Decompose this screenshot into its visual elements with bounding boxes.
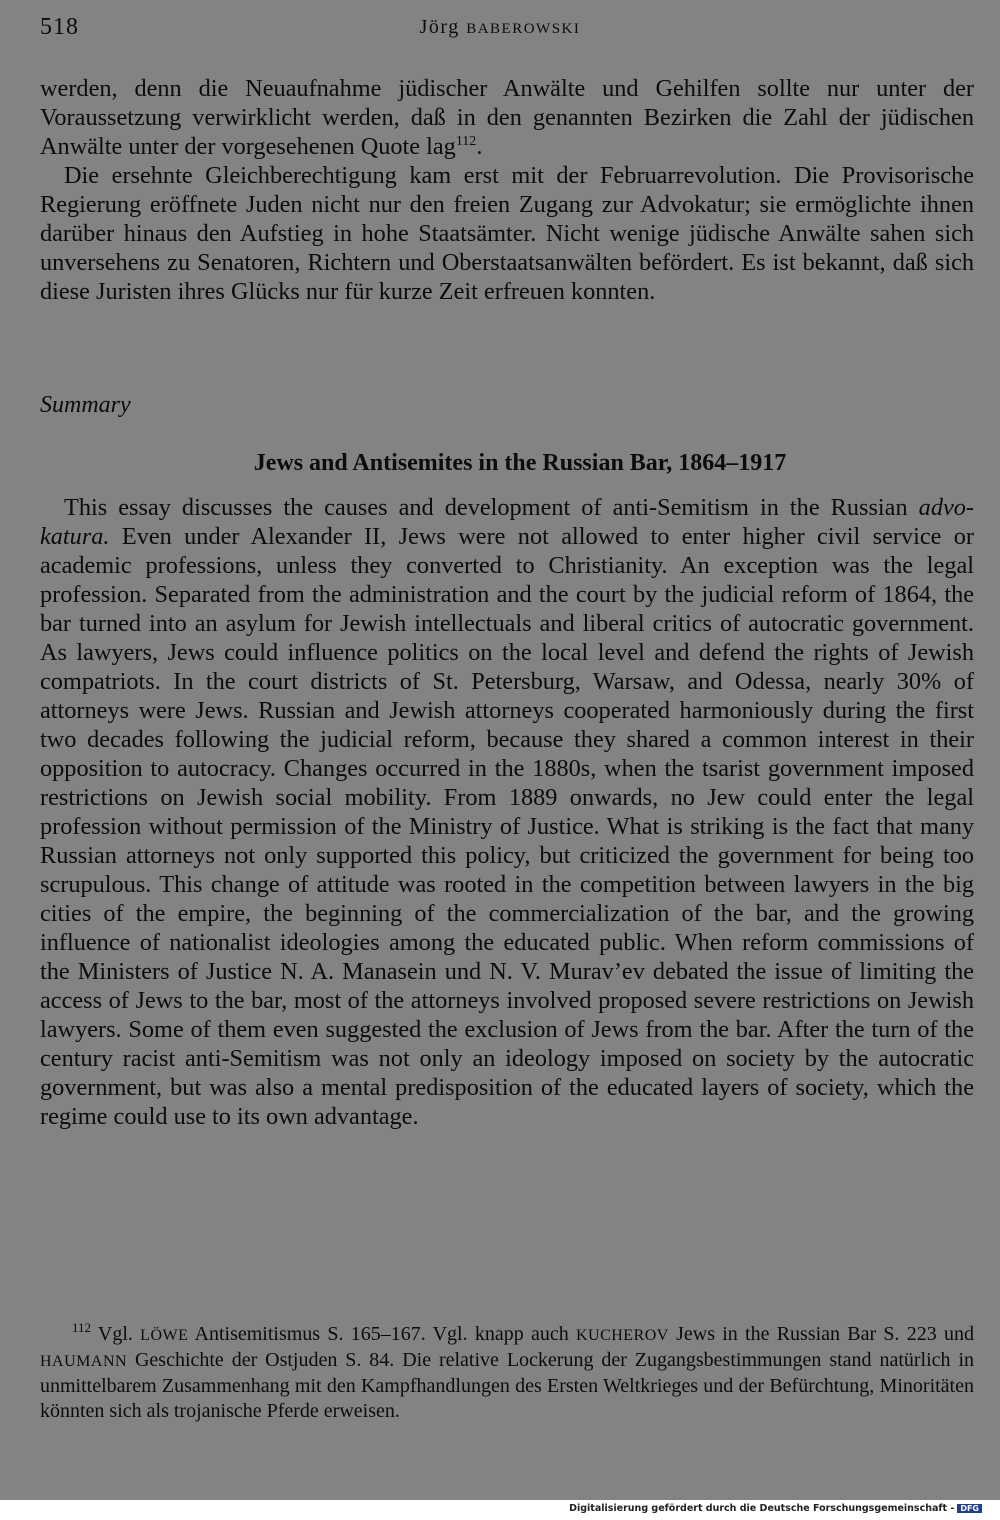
footnote-text-4: Geschichte der Ostjuden S. 84. Die relative Lockerung der Zugangsbestimmungen stand natürlich in unmittelbarem Zusammenhang mit den Kampfhandlungen des Ersten Weltkrieges und der Befürchtung, Minoritäten könnten sich als trojanische Pferde erweisen. <box>40 1349 974 1422</box>
footnote-text-1: Vgl. <box>97 1323 141 1345</box>
footnote-author-haumann: HAUMANN <box>40 1353 128 1370</box>
dfg-logo-icon: DFG <box>957 1504 982 1513</box>
summary-lead: This essay discusses the causes and development of anti-Semitism in the Russian <box>64 494 919 521</box>
summary-body <box>40 493 974 1131</box>
summary-title: Jews and Antisemites in the Russian Bar, 1864–1917 <box>253 450 787 476</box>
summary-label: Summary <box>40 392 131 418</box>
footnote-author-lowe: LÖWE <box>140 1327 189 1344</box>
continuation-tail: . <box>476 133 483 160</box>
continuation-text: werden, denn die Neuaufnahme jüdischer Anwälte und Gehilfen sollte nur unter der Voraussetzung verwirklicht werden, daß in den genannten Bezirken die Zahl der jüdischen Anwälte unter der vorgesehenen Quote lag <box>40 75 974 160</box>
footnote-number: 112 <box>72 1320 92 1336</box>
summary-paragraph <box>40 493 974 1131</box>
footnote-reference: 112 <box>455 133 477 149</box>
summary-text: Even under Alexander II, Jews were not allowed to enter higher civil service or academic professions, unless they converted to Christianity. An exception was the legal profession. Separated from the administration and the court by the judicial reform of 1864, the bar turned into an asylum for Jewish intellectuals and liberal critics of autocratic government. As lawyers, Jews could influence politics on the local level and defend the rights of Jewish compatriots. In the court districts of St. Petersburg, Warsaw, and Odessa, nearly 30% of attorneys were Jews. Russian and Jewish attorneys cooperated harmoniously during the first two decades following the judicial reform, because they shared a common interest in their opposition to autocracy. Changes occurred in the 1880s, when the tsarist government imposed restrictions on Jewish social mobility. From 1889 onwards, no Jew could enter the legal profession without permission of the Ministry of Justice. What is striking is the fact that many Russian attorneys not only supported this policy, but criticized the government for being too scrupulous. This change of attitude was rooted in the competition between lawyers in the big cities of the empire, the beginning of the commercialization of the bar, and the growing influence of nationalist ideologies among the educated public. When reform commissions of the Ministers of Justice N. A. Manasein und N. V. Murav’ev debated the issue of limiting the access of Jews to the bar, most of the attorneys involved proposed severe restrictions on Jewish lawyers. Some of them even suggested the exclusion of Jews from the bar. After the turn of the century racist anti-Semitism was not only an ideology imposed on society by the autocratic government, but was also a mental predisposition of the educated layers of society, which the regime could use to its own advantage. <box>40 523 974 1130</box>
digitization-credit <box>569 1503 982 1514</box>
footnote-author-kucherov: KUCHEROV <box>575 1327 669 1344</box>
footnote-text-2: Antisemitismus S. 165–167. Vgl. knapp auch <box>188 1323 576 1345</box>
summary-italic-term: advokatura. <box>40 494 974 550</box>
footnote-112 <box>40 1322 974 1424</box>
paragraph-continuation <box>40 74 974 161</box>
page-number: 518 <box>40 14 79 40</box>
paragraph-february-revolution: Die ersehnte Gleichberechtigung kam erst mit der Februarrevolution. Die Provisorische Regierung eröffnete Juden nicht nur den freien Zugang zur Advokatur; sie ermöglichte ihnen darüber hinaus den Aufstieg in hohe Staatsämter. Nicht wenige jüdische Anwälte sahen sich unversehens zu Senatoren, Richtern und Oberstaatsanwälten befördert. Es ist bekannt, daß sich diese Juristen ihres Glücks nur für kurze Zeit erfreuen konnten. <box>40 162 974 305</box>
footnote-text-3: Jews in the Russian Bar S. 223 und <box>668 1323 975 1345</box>
author-last-name: BABEROWSKI <box>466 21 581 37</box>
main-text <box>40 74 974 306</box>
credit-text: Digitalisierung gefördert durch die Deutsche Forschungsgemeinschaft - <box>569 1503 955 1514</box>
author-first-name: Jörg <box>419 16 460 38</box>
running-head <box>0 16 1000 39</box>
page-header <box>0 14 1000 54</box>
